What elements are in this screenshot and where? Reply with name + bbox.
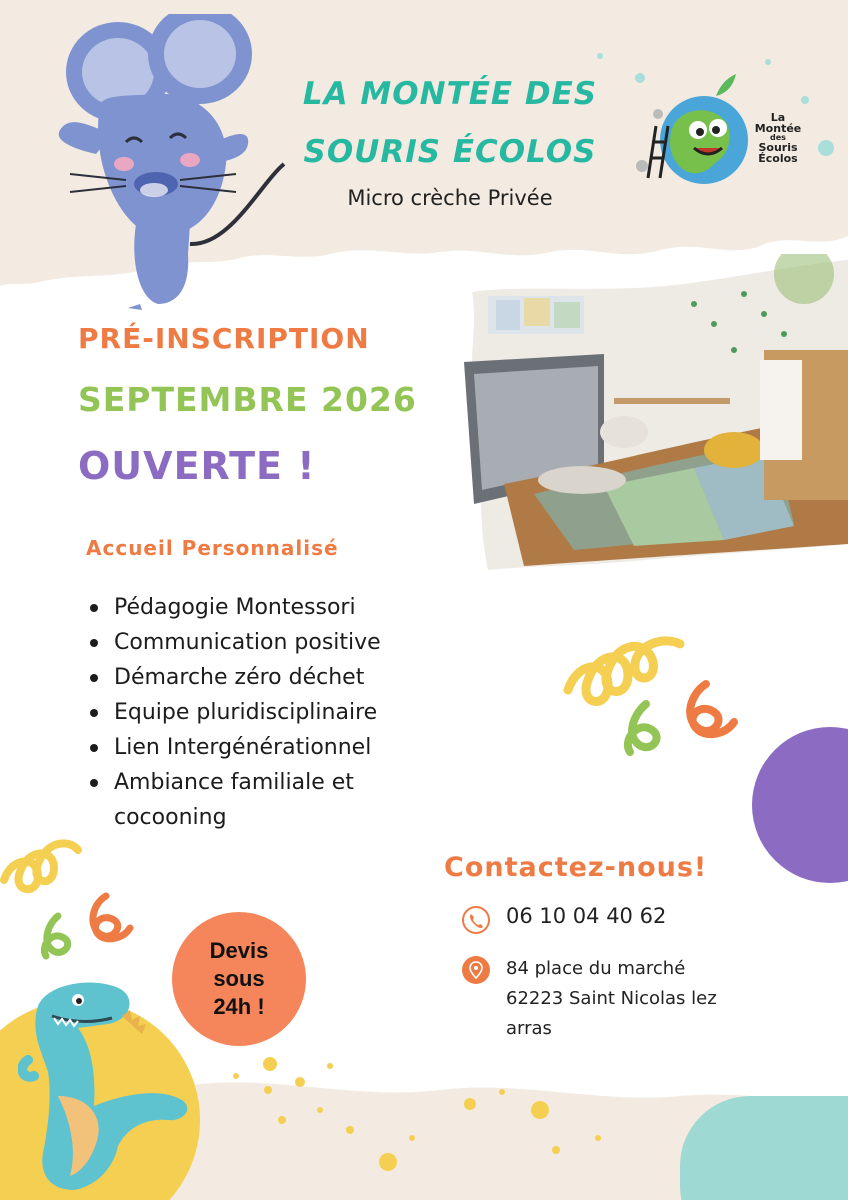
subtitle: Micro crèche Privée xyxy=(347,186,553,210)
quote-badge: Devis sous 24h ! xyxy=(172,912,306,1046)
orange-squiggle xyxy=(690,684,734,734)
open-heading: OUVERTE ! xyxy=(78,444,316,488)
logo-text: La Montée des Souris Écolos xyxy=(754,111,802,165)
location-pin-icon xyxy=(462,956,490,984)
features-list xyxy=(88,590,448,835)
list-item: Pédagogie Montessori xyxy=(88,590,448,625)
list-item: Equipe pluridisciplinaire xyxy=(88,695,448,730)
title-line-1: LA MONTÉE DES xyxy=(302,76,598,112)
list-item: Communication positive xyxy=(88,625,448,660)
list-item: Démarche zéro déchet xyxy=(88,660,448,695)
list-item: Lien Intergénérationnel xyxy=(88,730,448,765)
list-item: Ambiance familiale et xyxy=(88,765,448,800)
phone-number[interactable]: 06 10 04 40 62 xyxy=(506,904,667,928)
green-squiggle xyxy=(628,704,657,752)
playroom-photo xyxy=(464,254,848,570)
purple-circle xyxy=(752,727,848,883)
mouse-illustration xyxy=(40,14,300,314)
yellow-squiggle xyxy=(568,641,680,702)
address-line-1: 84 place du marché xyxy=(506,958,686,979)
pre-inscription-heading: PRÉ-INSCRIPTION xyxy=(78,322,370,355)
address-line-2: 62223 Saint Nicolas lez xyxy=(506,988,717,1009)
list-item-continuation: cocooning xyxy=(114,805,227,830)
features-heading: Accueil Personnalisé xyxy=(86,536,339,560)
phone-icon xyxy=(462,906,490,934)
dinosaur-illustration xyxy=(18,976,198,1196)
contact-title: Contactez-nous! xyxy=(444,852,708,883)
date-heading: SEPTEMBRE 2026 xyxy=(78,380,417,419)
address-line-3: arras xyxy=(506,1018,552,1039)
title-line-2: SOURIS ÉCOLOS xyxy=(303,134,597,170)
